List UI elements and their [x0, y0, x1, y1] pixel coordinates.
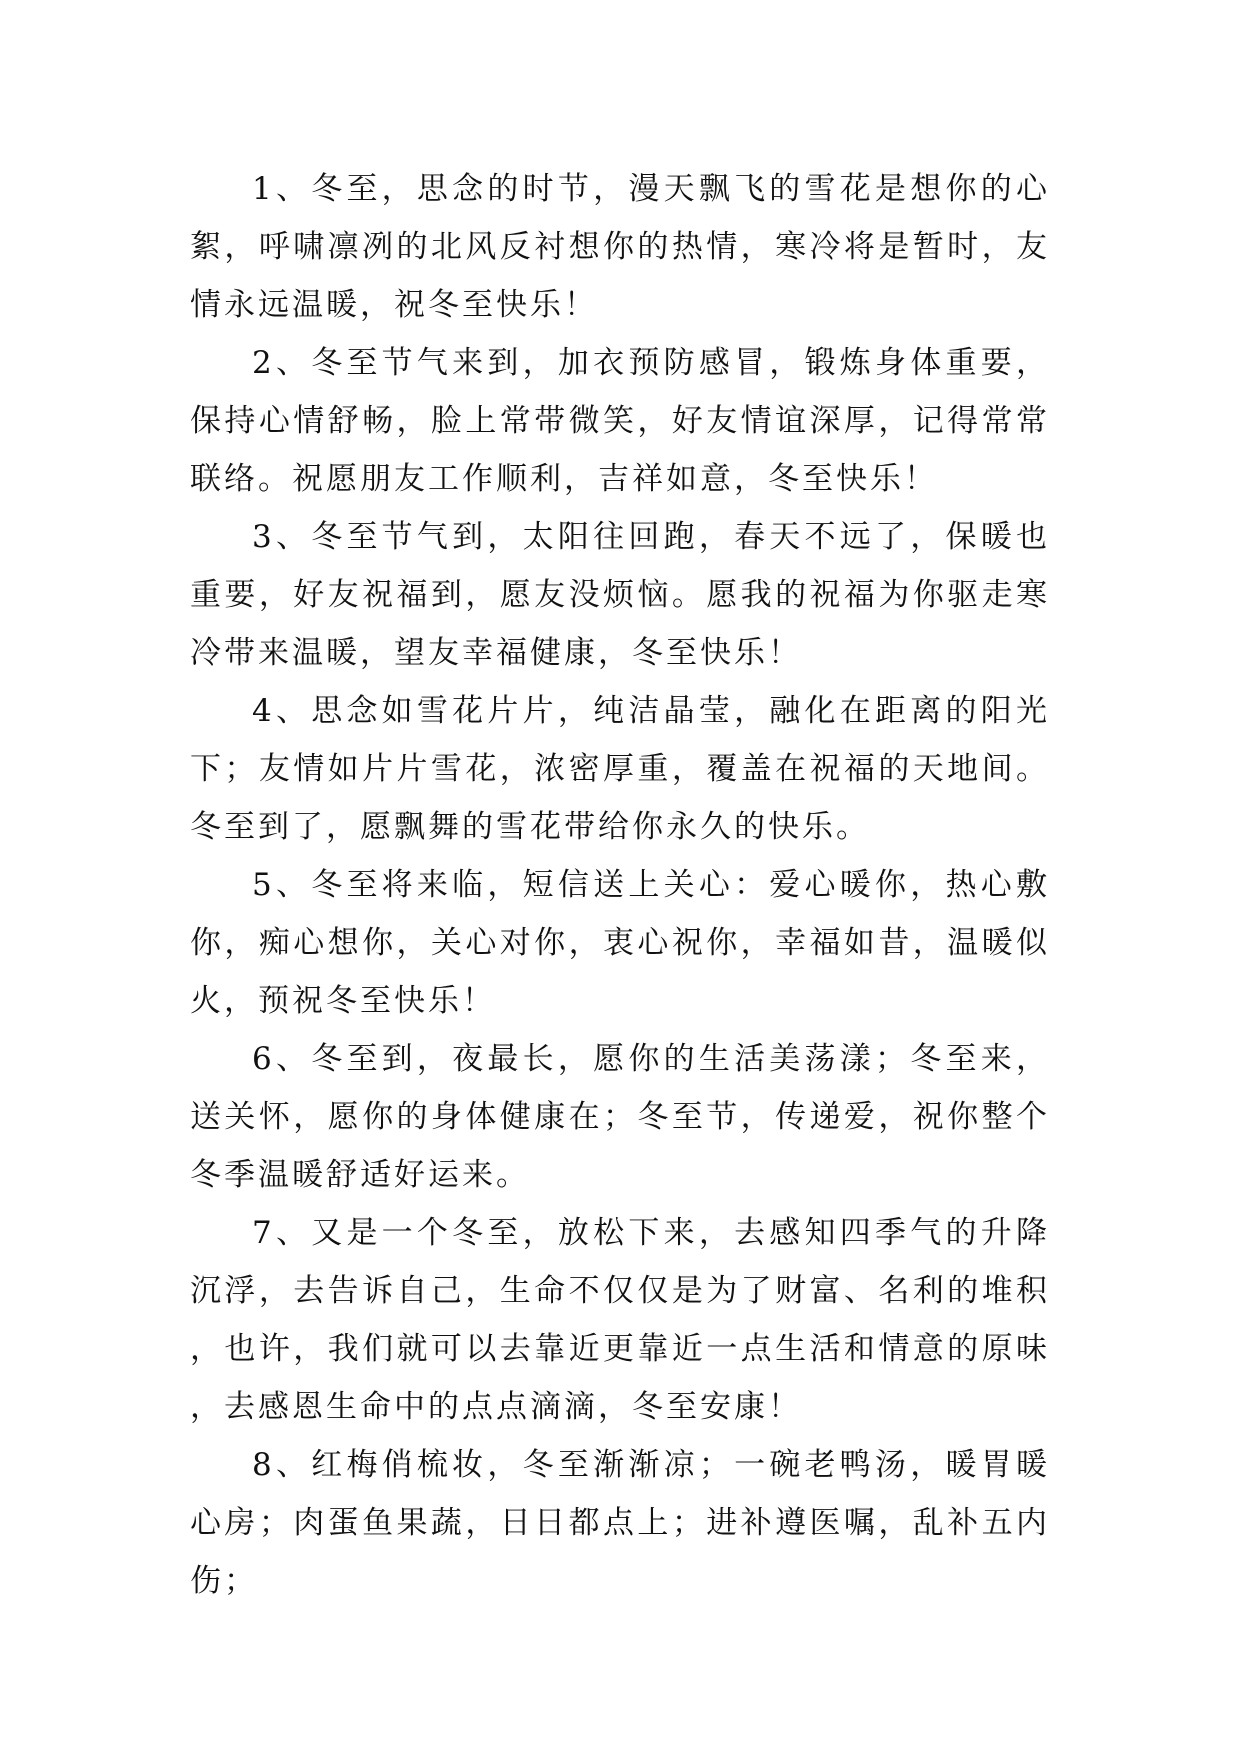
paragraph-3: 3、冬至节气到，太阳往回跑，春天不远了，保暖也重要，好友祝福到，愿友没烦恼。愿我的祝福为你驱走寒冷带来温暖，望友幸福健康，冬至快乐！ [190, 519, 1050, 671]
document-body [190, 160, 1050, 1610]
paragraph-5: 5、冬至将来临，短信送上关心：爱心暖你，热心敷你，痴心想你，关心对你，衷心祝你，幸福如昔，温暖似火，预祝冬至快乐！ [190, 867, 1050, 1019]
paragraph-8: 8、红梅俏梳妆，冬至渐渐凉；一碗老鸭汤，暖胃暖心房；肉蛋鱼果蔬，日日都点上；进补遵医嘱，乱补五内伤； [190, 1447, 1050, 1599]
paragraph-6: 6、冬至到，夜最长，愿你的生活美荡漾；冬至来，送关怀，愿你的身体健康在；冬至节，传递爱，祝你整个冬季温暖舒适好运来。 [190, 1041, 1050, 1193]
paragraph-1: 1、冬至，思念的时节，漫天飘飞的雪花是想你的心絮，呼啸凛冽的北风反衬想你的热情，寒冷将是暂时，友情永远温暖，祝冬至快乐！ [190, 171, 1050, 323]
paragraph-7: 7、又是一个冬至，放松下来，去感知四季气的升降沉浮，去告诉自己，生命不仅仅是为了财富、名利的堆积，也许，我们就可以去靠近更靠近一点生活和情意的原味，去感恩生命中的点点滴滴，冬至安康！ [190, 1215, 1050, 1425]
paragraph-2: 2、冬至节气来到，加衣预防感冒，锻炼身体重要，保持心情舒畅，脸上常带微笑，好友情谊深厚，记得常常联络。祝愿朋友工作顺利，吉祥如意，冬至快乐！ [190, 345, 1050, 497]
paragraph-4: 4、思念如雪花片片，纯洁晶莹，融化在距离的阳光下；友情如片片雪花，浓密厚重，覆盖在祝福的天地间。冬至到了，愿飘舞的雪花带给你永久的快乐。 [190, 693, 1050, 845]
